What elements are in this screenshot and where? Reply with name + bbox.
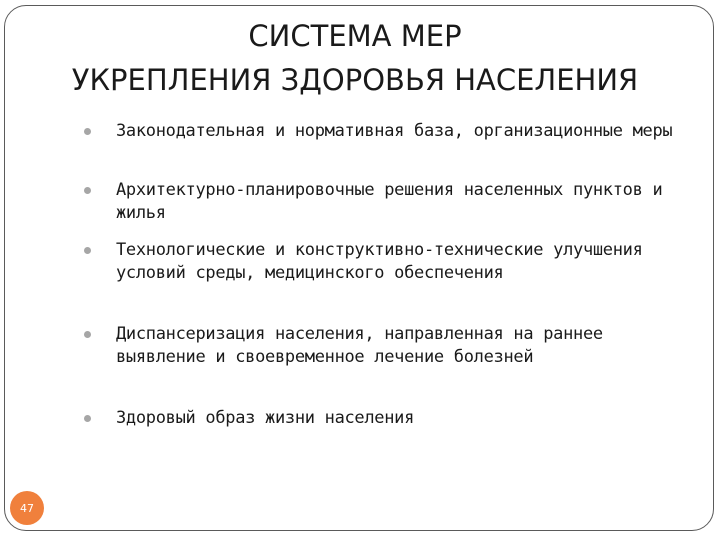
bullet-text: Диспансеризация населения, направленная на раннее выявление и своевременное лечение болезней xyxy=(116,324,603,367)
bullet-item-3 xyxy=(78,239,698,285)
bullet-item-4 xyxy=(78,323,698,369)
bullet-item-2 xyxy=(78,179,698,225)
bullet-text: Здоровый образ жизни населения xyxy=(116,408,415,428)
bullet-dot-icon xyxy=(84,187,91,194)
bullet-text: Технологические и конструктивно-технические улучшения условий среды, медицинского обеспечения xyxy=(116,240,643,283)
slide-title xyxy=(30,14,680,102)
bullet-dot-icon xyxy=(84,128,91,135)
bullet-item-5 xyxy=(78,407,414,430)
bullet-text: Законодательная и нормативная база, организационные меры xyxy=(116,121,673,141)
title-line-2: УКРЕПЛЕНИЯ ЗДОРОВЬЯ НАСЕЛЕНИЯ xyxy=(71,63,639,97)
page-number: 47 xyxy=(20,501,34,515)
bullet-text: Архитектурно-планировочные решения населенных пунктов и жилья xyxy=(116,180,663,223)
page-number-badge xyxy=(10,491,44,525)
bullet-dot-icon xyxy=(84,331,91,338)
title-line-1: СИСТЕМА МЕР xyxy=(248,19,462,53)
bullet-dot-icon xyxy=(84,415,91,422)
bullet-dot-icon xyxy=(84,247,91,254)
bullet-item-1 xyxy=(78,120,672,143)
